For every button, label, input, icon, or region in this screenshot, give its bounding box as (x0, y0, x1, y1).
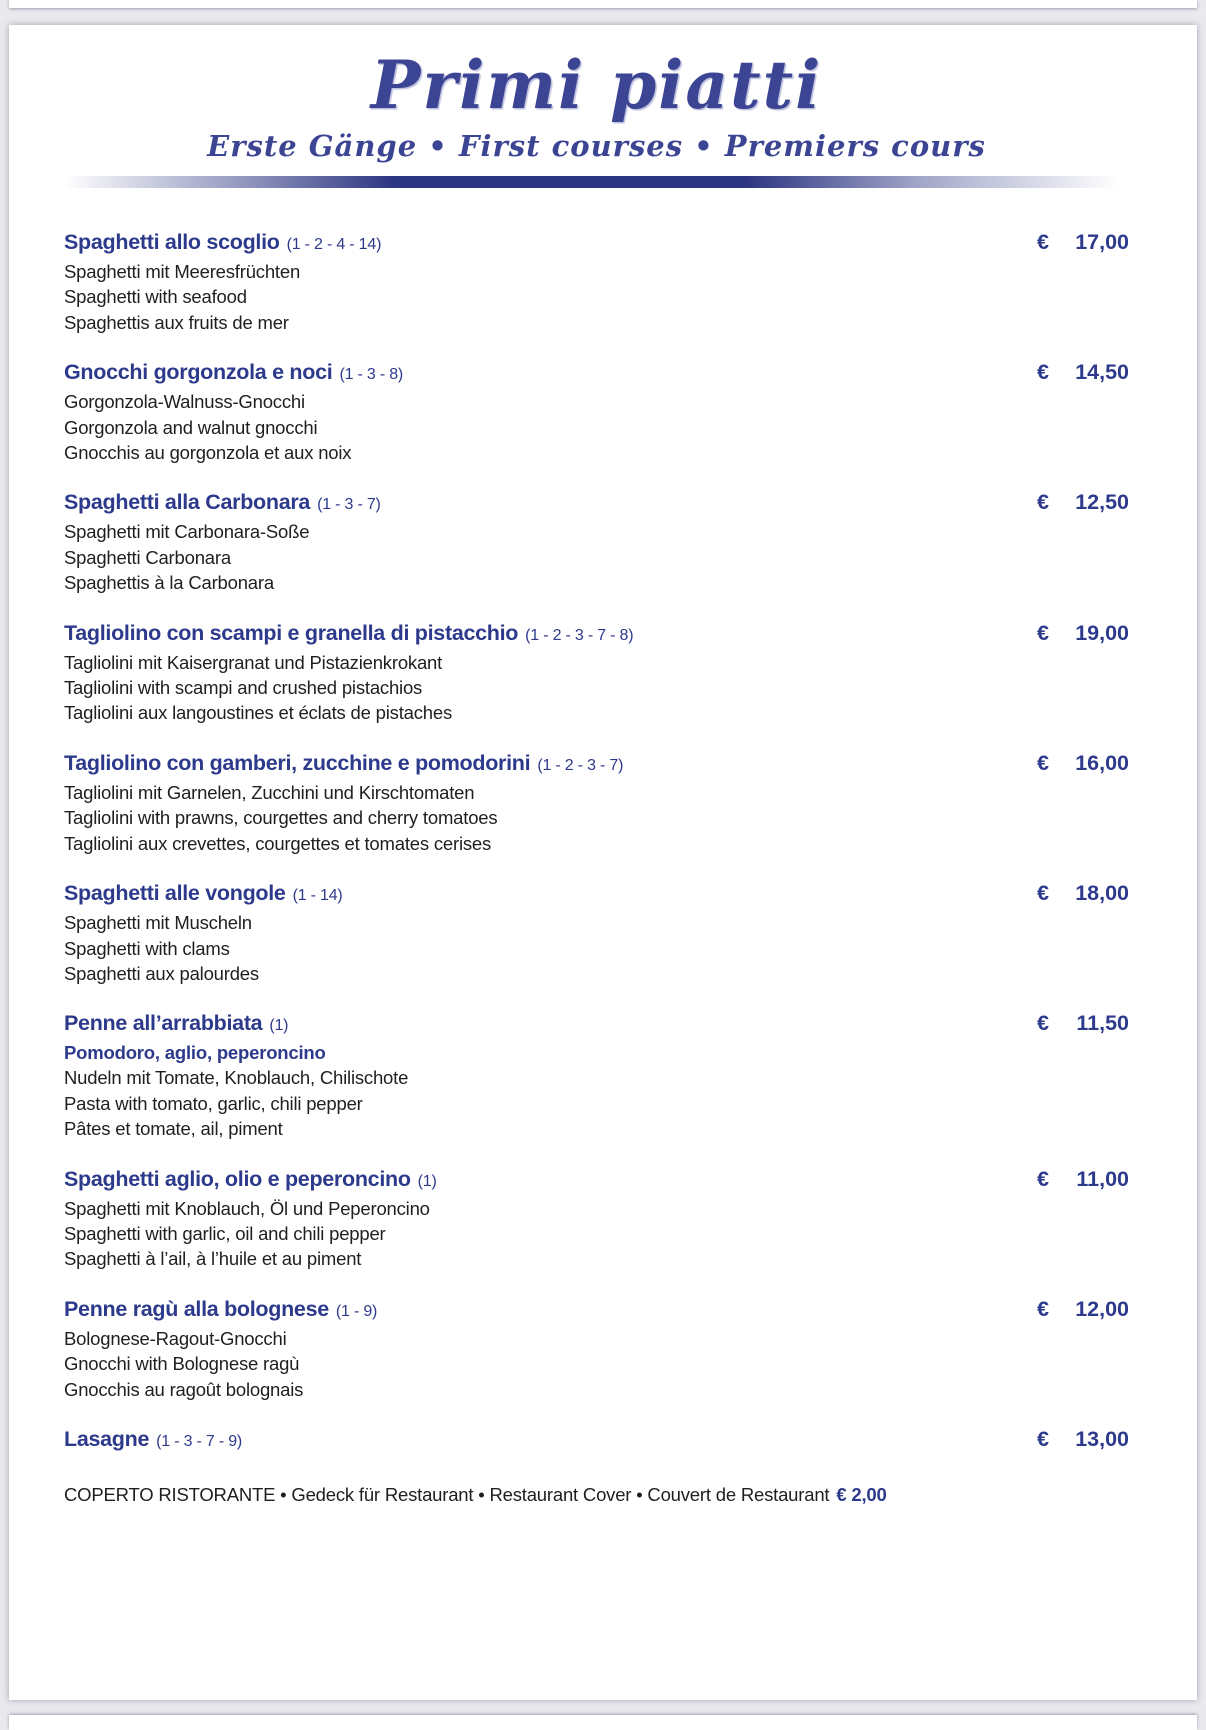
euro-sign: € (1037, 750, 1049, 775)
menu-item (64, 879, 1129, 986)
cover-charge-price: € 2,00 (836, 1483, 887, 1505)
dish-name: Penne ragù alla bolognese (64, 1296, 329, 1321)
dish-name: Spaghetti aglio, olio e peperoncino (64, 1166, 411, 1191)
dish-description-de: Spaghetti mit Carbonara-Soße (64, 521, 310, 543)
dish-name: Spaghetti alla Carbonara (64, 490, 311, 515)
dish-name: Gnocchi gorgonzola e noci (64, 360, 333, 385)
menu-item (64, 1165, 1129, 1272)
euro-sign: € (1037, 230, 1049, 254)
dish-subtitle-it: Pomodoro, aglio, peperoncino (64, 1042, 326, 1064)
dish-allergens: (1 - 9) (335, 1302, 378, 1320)
price-amount: 18,00 (1075, 881, 1129, 906)
dish-description-en: Tagliolini with scampi and crushed pistachios (64, 677, 423, 699)
dish-description-fr: Tagliolini aux crevettes, courgettes et tomates cerises (64, 832, 492, 854)
menu-item (64, 228, 1129, 335)
price-amount: 11,00 (1076, 1166, 1129, 1191)
euro-sign: € (1037, 881, 1049, 906)
dish-description-fr: Spaghetti aux palourdes (64, 962, 259, 984)
item-head (64, 358, 1129, 389)
dish-name: Tagliolino con scampi e granella di pistacchio (64, 620, 519, 645)
dish-description-de: Bolognese-Ragout-Gnocchi (64, 1327, 287, 1349)
dish-price (1037, 749, 1129, 777)
dish-title (64, 228, 381, 259)
dish-price (1037, 879, 1129, 907)
cover-charge-note (64, 1482, 1129, 1507)
dish-description-de: Spaghetti mit Meeresfrüchten (64, 261, 301, 282)
dish-description-fr: Gnocchis au gorgonzola et aux noix (64, 442, 352, 464)
dish-description-de: Gorgonzola-Walnuss-Gnocchi (64, 391, 305, 413)
dish-description-en: Spaghetti with clams (64, 937, 230, 959)
dish-price (1037, 228, 1129, 256)
dish-description-en: Spaghetti Carbonara (64, 546, 231, 568)
dish-allergens: (1) (269, 1017, 289, 1035)
dish-price (1037, 1295, 1129, 1323)
item-head (64, 228, 1129, 259)
dish-name: Spaghetti alle vongole (64, 881, 286, 906)
price-amount: 12,50 (1075, 490, 1129, 515)
menu-item (64, 619, 1129, 726)
menu-item (64, 488, 1129, 595)
euro-sign: € (1037, 1011, 1049, 1036)
item-head (64, 488, 1129, 519)
dish-title (64, 1009, 288, 1040)
dish-description-fr: Pâtes et tomate, ail, piment (64, 1118, 283, 1140)
cover-charge-text: COPERTO RISTORANTE • Gedeck für Restaurant • Restaurant Cover • Couvert de Restaurant (64, 1483, 830, 1505)
page-gap (0, 8, 1206, 25)
dish-description-de: Spaghetti mit Knoblauch, Öl und Peperoncino (64, 1197, 430, 1219)
price-amount: 13,00 (1075, 1426, 1129, 1451)
item-head (64, 619, 1129, 650)
price-amount: 12,00 (1075, 1296, 1129, 1321)
item-head (64, 1009, 1129, 1040)
dish-title (64, 879, 343, 910)
menu-item (64, 749, 1129, 856)
dish-price (1037, 619, 1129, 647)
dish-allergens: (1 - 2 - 4 - 14) (286, 236, 382, 253)
euro-sign: € (1037, 620, 1049, 645)
dish-name: Lasagne (64, 1426, 150, 1451)
dish-description-de: Tagliolini mit Kaisergranat und Pistazienkrokant (64, 651, 443, 673)
menu-list (64, 188, 1129, 1456)
dish-allergens: (1 - 14) (292, 887, 343, 905)
page-subtitle: Erste Gänge • First courses • Premiers cours (207, 129, 986, 163)
item-head (64, 1425, 1129, 1456)
dish-price (1037, 488, 1129, 516)
dish-description-fr: Gnocchis au ragoût bolognais (64, 1378, 304, 1400)
euro-sign: € (1037, 490, 1049, 515)
menu-page (9, 25, 1197, 1700)
menu-item (64, 358, 1129, 465)
price-amount: 17,00 (1075, 230, 1129, 254)
dish-allergens: (1 - 2 - 3 - 7 - 8) (525, 626, 634, 644)
euro-sign: € (1037, 360, 1049, 385)
page-title: Primi piatti (370, 46, 823, 124)
next-page-edge (9, 1715, 1197, 1730)
dish-title (64, 488, 381, 519)
dish-description-en: Tagliolini with prawns, courgettes and cherry tomatoes (64, 807, 498, 829)
dish-description-en: Pasta with tomato, garlic, chili pepper (64, 1092, 363, 1114)
dish-name: Penne all’arrabbiata (64, 1011, 263, 1036)
dish-description-fr: Spaghettis à la Carbonara (64, 572, 274, 594)
dish-name: Spaghetti allo scoglio (64, 230, 280, 254)
dish-allergens: (1 - 3 - 7 - 9) (156, 1432, 243, 1450)
dish-description-de: Tagliolini mit Garnelen, Zucchini und Kirschtomaten (64, 781, 475, 803)
dish-title (64, 749, 623, 780)
dish-price (1037, 1165, 1129, 1193)
dish-description-de: Spaghetti mit Muscheln (64, 912, 252, 934)
item-head (64, 879, 1129, 910)
dish-description-en: Spaghetti with garlic, oil and chili pepper (64, 1222, 386, 1244)
item-head (64, 1295, 1129, 1326)
dish-allergens: (1 - 2 - 3 - 7) (537, 756, 624, 774)
menu-item (64, 1009, 1129, 1141)
dish-price (1037, 1425, 1129, 1453)
divider-bar (64, 176, 1129, 188)
euro-sign: € (1037, 1166, 1049, 1191)
dish-title (64, 358, 403, 389)
dish-allergens: (1 - 3 - 8) (339, 366, 404, 384)
dish-description-en: Spaghetti with seafood (64, 286, 247, 308)
dish-title (64, 619, 633, 650)
dish-description-de: Nudeln mit Tomate, Knoblauch, Chilischote (64, 1067, 409, 1089)
dish-description-fr: Tagliolini aux langoustines et éclats de pistaches (64, 702, 452, 724)
dish-allergens: (1) (417, 1172, 437, 1190)
dish-allergens: (1 - 3 - 7) (317, 496, 381, 514)
menu-item (64, 1295, 1129, 1402)
dish-description-fr: Spaghettis aux fruits de mer (64, 311, 289, 333)
item-head (64, 1165, 1129, 1196)
dish-title (64, 1425, 242, 1456)
item-head (64, 749, 1129, 780)
dish-name: Tagliolino con gamberi, zucchine e pomodorini (64, 750, 531, 775)
price-amount: 11,50 (1076, 1011, 1129, 1036)
dish-price (1037, 358, 1129, 386)
price-amount: 16,00 (1075, 750, 1129, 775)
euro-sign: € (1037, 1426, 1049, 1451)
dish-title (64, 1295, 377, 1326)
dish-price (1037, 1009, 1129, 1037)
dish-description-en: Gnocchi with Bolognese ragù (64, 1353, 300, 1375)
price-amount: 14,50 (1075, 360, 1129, 385)
menu-header (64, 25, 1129, 188)
page-gap (0, 1700, 1206, 1715)
euro-sign: € (1037, 1296, 1049, 1321)
menu-item (64, 1425, 1129, 1456)
price-amount: 19,00 (1075, 620, 1129, 645)
dish-description-en: Gorgonzola and walnut gnocchi (64, 416, 318, 438)
previous-page-edge (9, 0, 1197, 8)
dish-title (64, 1165, 437, 1196)
dish-description-fr: Spaghetti à l’ail, à l’huile et au piment (64, 1248, 362, 1270)
